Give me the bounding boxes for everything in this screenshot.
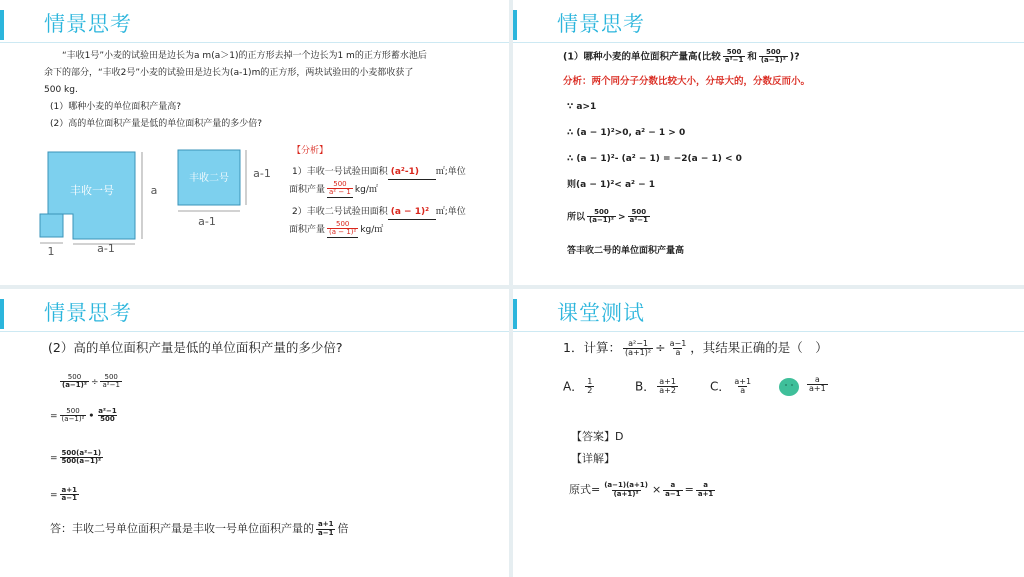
fraction: [623, 340, 653, 358]
denominator: (a−1)²: [61, 415, 85, 424]
numerator: a: [814, 375, 820, 384]
numerator: a+1: [734, 377, 752, 386]
title-divider: [0, 42, 509, 43]
calc-row-1: [58, 374, 124, 390]
fraction: [628, 209, 651, 225]
operator: =: [50, 490, 58, 501]
fraction: [663, 482, 682, 498]
step-4: 则(a − 1)²< a² − 1: [567, 180, 656, 190]
option-c[interactable]: [710, 378, 755, 396]
step-1: ∵ a>1: [567, 102, 597, 112]
analysis-label: 【分析】: [292, 146, 329, 156]
operator: ÷: [90, 377, 99, 388]
badge-dot: [785, 384, 787, 386]
title-accent-bar: [513, 299, 517, 329]
field-2-bottom-label: a-1: [198, 215, 216, 228]
operator: =: [50, 453, 58, 464]
denominator: a: [740, 386, 746, 396]
denominator: a: [675, 348, 681, 357]
fraction: [602, 482, 650, 498]
option-d-badge-icon[interactable]: [779, 378, 799, 396]
denominator: (a − 1)²: [329, 228, 357, 237]
denominator: a+1: [697, 489, 714, 498]
numerator: 500: [766, 48, 781, 56]
fraction: [587, 209, 616, 225]
calc-row-3: [50, 450, 105, 466]
title-accent-bar: [0, 299, 4, 329]
numerator: a−1: [669, 338, 687, 348]
operator: =: [50, 411, 58, 422]
denominator: (a+1)²: [624, 348, 652, 357]
step-text: >: [617, 212, 626, 223]
step-5: [567, 209, 652, 225]
yield-1-fraction: [327, 181, 353, 198]
question-text: (1）哪种小麦的单位面积产量高(比较: [563, 51, 721, 63]
fraction: [732, 378, 753, 396]
slide-title: 情景思考: [44, 12, 132, 36]
operator: ÷: [655, 340, 666, 355]
denominator: (a−1)²: [760, 56, 786, 65]
analysis-text: kg/㎡: [360, 224, 384, 235]
question-text: )?: [789, 51, 800, 63]
title-divider: [0, 331, 509, 332]
test-question: [563, 339, 828, 357]
denominator: a−1: [665, 489, 681, 498]
numerator: (a−1)(a+1): [604, 481, 648, 490]
slide-title: 情景思考: [44, 301, 132, 325]
operator: =: [684, 483, 694, 496]
question-1: [563, 49, 800, 65]
solution-text: 原式=: [569, 483, 601, 496]
denominator: a²−1: [102, 381, 120, 390]
question-2: (2）高的单位面积产量是低的单位面积产量的多少倍?: [48, 340, 343, 355]
denominator: a² − 1: [329, 188, 351, 197]
analysis-line-3: [292, 206, 466, 220]
slide-2: [513, 0, 1024, 285]
numerator: 500: [333, 180, 347, 188]
answer-label: 【答案】D: [571, 430, 624, 443]
denominator: a−1: [318, 528, 334, 537]
title-divider: [513, 331, 1024, 332]
analysis-text: 2）丰收二号试验田面积: [292, 207, 388, 217]
title-divider: [513, 42, 1024, 43]
slide-title: 课堂测试: [557, 301, 645, 325]
analysis-text: ㎡;单位: [435, 167, 466, 177]
numerator: 500: [66, 407, 80, 415]
fraction: [723, 49, 746, 65]
question-text: 1．计算：: [563, 340, 621, 355]
fraction: [668, 340, 689, 358]
side-a-label: a: [150, 184, 158, 197]
answer-line: [50, 521, 348, 537]
title-accent-bar: [513, 10, 517, 40]
fraction: [316, 521, 335, 537]
calc-row-2: [50, 408, 121, 424]
numerator: 500: [594, 208, 609, 216]
numerator: 500: [104, 373, 118, 381]
field-2-side-label: a-1: [253, 167, 271, 180]
pool-shape: [40, 214, 63, 237]
operator: •: [88, 411, 95, 422]
analysis-text: 面积产量: [289, 224, 326, 235]
badge-dot: [791, 384, 793, 386]
numerator: 1: [587, 377, 593, 386]
fraction: [696, 482, 715, 498]
fraction: [60, 450, 104, 466]
option-b[interactable]: [635, 378, 680, 396]
option-d[interactable]: [805, 376, 830, 394]
numerator: 500: [631, 208, 647, 216]
answer-text: 答：丰收二号单位面积产量是丰收一号单位面积产量的: [50, 522, 314, 535]
fraction: [759, 49, 788, 65]
fraction: [585, 378, 594, 396]
numerator: a+1: [659, 377, 676, 386]
denominator: a+1: [809, 384, 826, 394]
denominator: a+2: [659, 386, 676, 396]
denominator: a²−1: [724, 56, 744, 65]
question-1: (1）哪种小麦的单位面积产量高?: [50, 102, 182, 112]
step-text: 所以: [567, 212, 586, 223]
problem-line-2: 余下的部分，“丰收2号”小麦的试验田是边长为(a-1)m的正方形，两块试验田的小麦都收获了: [44, 68, 414, 78]
problem-line-3: 500 kg.: [44, 85, 78, 95]
option-letter: B．: [635, 379, 656, 394]
numerator: a: [703, 481, 708, 490]
analysis-text: kg/㎡: [354, 184, 378, 195]
step-3: ∴ (a − 1)²- (a² − 1) = −2(a − 1) < 0: [567, 154, 742, 164]
analysis-text: ㎡;单位: [435, 207, 466, 217]
numerator: a+1: [61, 486, 78, 494]
denominator: (a−1)²: [589, 216, 614, 225]
option-letter: C．: [710, 379, 731, 394]
field-1-label: 丰收一号: [70, 184, 114, 197]
pool-side-label: 1: [47, 245, 55, 258]
step-2: ∴ (a − 1)²>0, a² − 1 > 0: [567, 128, 686, 138]
numerator: a²−1: [628, 338, 648, 348]
numerator: a: [670, 481, 676, 490]
numerator: 500: [726, 48, 742, 56]
slide-4: [513, 289, 1024, 577]
area-1-fill: (a²-1): [388, 166, 436, 180]
fraction: [60, 408, 87, 424]
operator: ×: [651, 483, 662, 496]
calc-row-4: [50, 487, 81, 503]
fraction: [60, 487, 79, 503]
fraction: [657, 378, 678, 396]
answer-text: 倍: [337, 522, 349, 535]
analysis-text: 1）丰收一号试验田面积: [292, 167, 388, 177]
denominator: 500(a−1)²: [61, 457, 102, 466]
yield-2-fraction: [327, 221, 358, 238]
question-text: 和: [747, 51, 757, 63]
field-diagram: [34, 142, 284, 264]
denominator: 2: [587, 386, 593, 396]
title-accent-bar: [0, 10, 4, 40]
field-2-label: 丰收二号: [189, 173, 229, 184]
analysis-text: 面积产量: [289, 184, 326, 195]
fraction: [807, 376, 828, 394]
analysis-line-1: [292, 166, 466, 180]
fraction: [60, 374, 89, 390]
denominator: a−1: [61, 494, 78, 503]
detail-label: 【详解】: [571, 452, 615, 465]
denominator: (a−1)²: [62, 381, 87, 390]
denominator: a²−1: [629, 216, 649, 225]
fraction: [100, 374, 121, 390]
area-2-fill: (a − 1)²: [388, 206, 436, 220]
denominator: 500: [100, 415, 115, 424]
denominator: (a+1)²: [613, 489, 639, 498]
problem-line-1: “丰收1号”小麦的试验田是边长为a m(a＞1)的正方形去掉一个边长为1 m的正方形蓄水池后: [62, 51, 427, 61]
slide-1: [0, 0, 509, 285]
analysis-text: 分析：两个同分子分数比较大小，分母大的，分数反而小。: [563, 76, 811, 87]
option-a[interactable]: [563, 378, 596, 396]
numerator: 500: [335, 220, 350, 228]
numerator: 500: [67, 373, 82, 381]
option-letter: A．: [563, 379, 584, 394]
conclusion: 答丰收二号的单位面积产量高: [567, 246, 685, 256]
numerator: a+1: [318, 520, 334, 529]
fraction: [96, 408, 119, 424]
question-text: ，其结果正确的是（ ）: [690, 340, 828, 355]
slide-3: [0, 289, 509, 577]
slide-title: 情景思考: [557, 12, 645, 36]
numerator: a²−1: [98, 407, 117, 415]
solution-line: [569, 482, 717, 498]
question-2: (2）高的单位面积产量是低的单位面积产量的多少倍?: [50, 119, 263, 129]
analysis-line-4: [289, 221, 383, 238]
analysis-line-2: [289, 181, 378, 198]
numerator: 500(a²−1): [61, 449, 102, 457]
bottom-a1-label: a-1: [97, 242, 115, 255]
